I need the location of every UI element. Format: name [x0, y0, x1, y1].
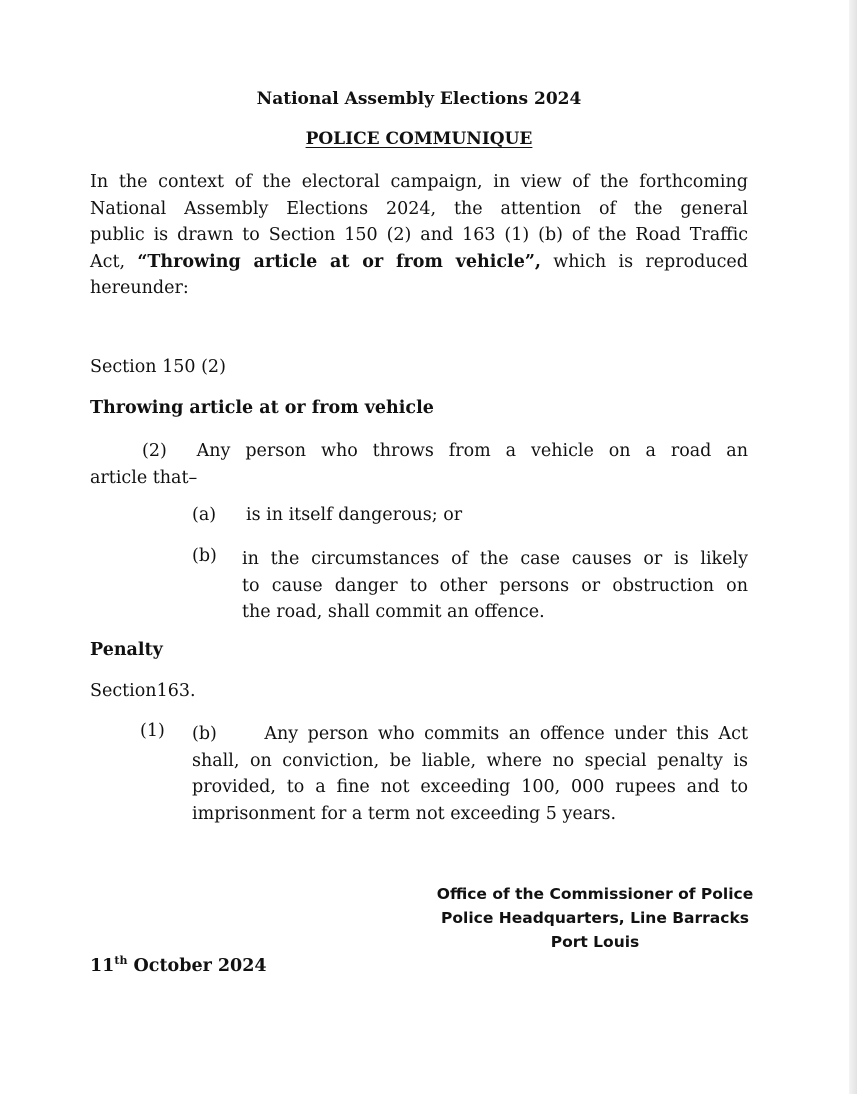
penalty-line [192, 721, 748, 748]
subsection-2-line: article that– [90, 467, 198, 488]
communique-date [90, 954, 267, 976]
office-line: Office of the Commissioner of Police [436, 885, 754, 903]
intro-text: Act, [90, 251, 126, 272]
penalty-text [192, 721, 748, 827]
intro-text: which is reproduced [553, 251, 748, 272]
subsection-2 [90, 438, 748, 491]
date-suffix: th [114, 954, 128, 967]
office-line: Port Louis [550, 933, 640, 951]
penalty-line: provided, to a fine not exceeding 100, 000 rupees and to [192, 777, 748, 797]
item-b-line: in the circumstances of the case causes or is likely [242, 549, 748, 569]
issuing-office [400, 882, 790, 954]
intro-line: hereunder: [90, 278, 189, 298]
document-title: National Assembly Elections 2024 [256, 89, 582, 109]
office-line: Police Headquarters, Line Barracks [441, 909, 749, 927]
penalty-number: (1) [140, 721, 165, 741]
penalty-letter: (b) [192, 724, 217, 744]
item-a-label: (a) [192, 505, 217, 525]
page-edge [849, 0, 857, 1094]
penalty-line: shall, on conviction, be liable, where no special penalty is [192, 750, 748, 771]
date-month-year: October 2024 [133, 956, 267, 976]
penalty-text-start: Any person who commits an offence under this Act [264, 724, 748, 744]
item-b-text [242, 546, 748, 626]
penalty-line: imprisonment for a term not exceeding 5 years. [192, 803, 617, 824]
act-title-bold: “Throwing article at or from vehicle”, [137, 251, 541, 272]
section-163-ref: Section163. [90, 681, 196, 701]
subsection-2-line [90, 438, 748, 465]
section-150-heading: Throwing article at or from vehicle [90, 398, 434, 418]
item-a-text: is in itself dangerous; or [246, 505, 463, 525]
intro-line: In the context of the electoral campaign, in view of the forthcoming [90, 172, 748, 192]
item-b-line: the road, shall commit an offence. [242, 602, 545, 622]
intro-line-with-bold [90, 249, 748, 276]
penalty-heading: Penalty [90, 640, 163, 660]
intro-paragraph [90, 169, 748, 302]
subsection-number: (2) [142, 441, 167, 461]
intro-line: public is drawn to Section 150 (2) and 163 (1) (b) of the Road Traffic [90, 225, 748, 245]
date-day: 11 [90, 956, 115, 976]
intro-line: National Assembly Elections 2024, the attention of the general [90, 198, 748, 219]
section-150-ref: Section 150 (2) [90, 357, 226, 377]
document-subtitle: POLICE COMMUNIQUE [305, 129, 533, 149]
item-b-line: to cause danger to other persons or obstruction on [242, 575, 748, 596]
subsection-text: Any person who throws from a vehicle on a road an [196, 441, 748, 461]
item-b-label: (b) [192, 546, 217, 566]
